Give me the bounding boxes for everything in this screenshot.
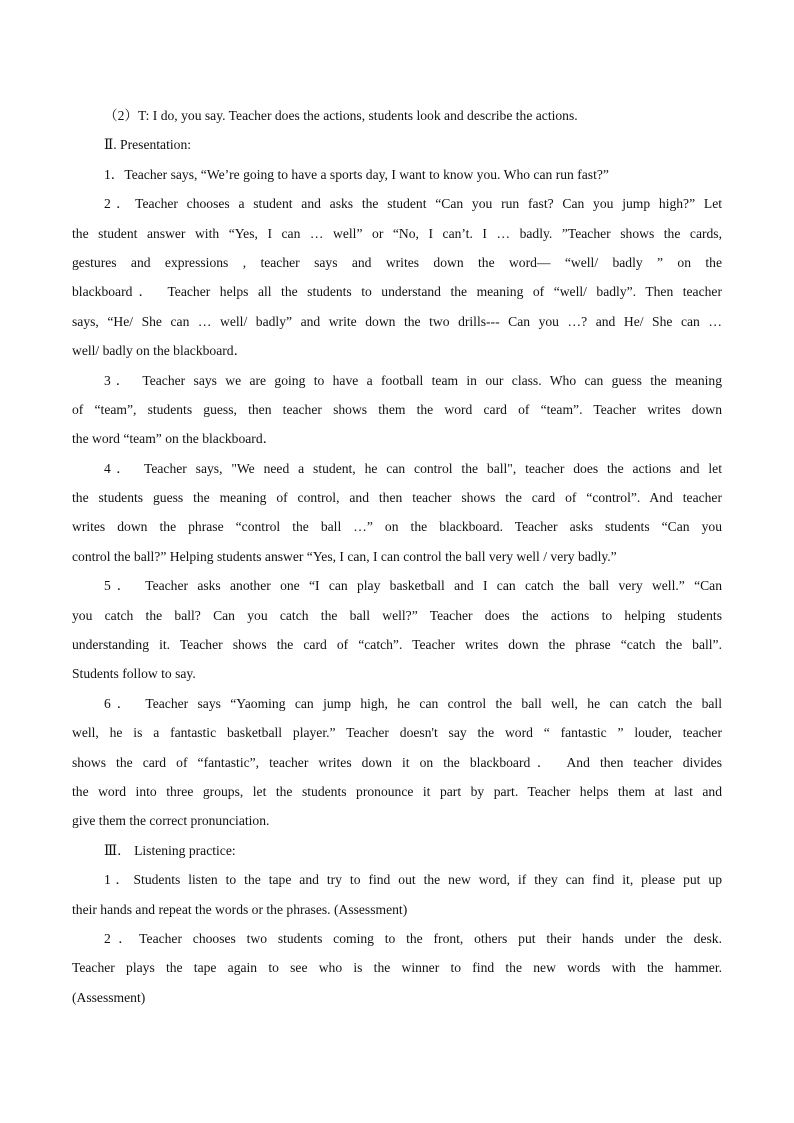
presentation-step-1: 1．Teacher says, “We’re going to have a sports day, I want to know you. Who can run fast?”	[104, 166, 609, 182]
presentation-step-2-line-3: gestures and expressions , teacher says and writes down the word— “well/ badly ” on the	[72, 254, 722, 270]
presentation-step-6-line-5: give them the correct pronunciation.	[72, 813, 270, 829]
presentation-step-4-line-1: 4． Teacher says, "We need a student, he can control the ball", teacher does the actions and let	[104, 460, 722, 476]
presentation-step-2-line-6: well/ badly on the blackboard．	[72, 343, 248, 359]
presentation-step-3-line-1: 3． Teacher says we are going to have a football team in our class. Who can guess the meaning	[104, 372, 722, 388]
presentation-step-5-line-3: understanding it. Teacher shows the card of “catch”. Teacher writes down the phrase “catch the ball”.	[72, 637, 722, 653]
presentation-step-2-line-1: 2．Teacher chooses a student and asks the student “Can you run fast? Can you jump high?” Let	[104, 196, 722, 212]
presentation-step-2-line-4: blackboard． Teacher helps all the students to understand the meaning of “well/ badly”. Then teacher	[72, 284, 722, 300]
listening-step-2-line-2: Teacher plays the tape again to see who is the winner to find the new words with the hammer.	[72, 960, 722, 976]
listening-step-1-line-1: 1．Students listen to the tape and try to find out the new word, if they can find it, please put up	[104, 872, 722, 888]
presentation-step-6-line-2: well, he is a fantastic basketball player.” Teacher doesn't say the word “ fantastic ” louder, teacher	[72, 725, 722, 741]
presentation-step-5-line-1: 5． Teacher asks another one “I can play basketball and I can catch the ball very well.” “Can	[104, 578, 722, 594]
presentation-step-4-line-3: writes down the phrase “control the ball …” on the blackboard. Teacher asks students “Can you	[72, 519, 722, 535]
presentation-step-6-line-1: 6． Teacher says “Yaoming can jump high, he can control the ball well, he can catch the ball	[104, 695, 722, 711]
presentation-step-6-line-4: the word into three groups, let the students pronounce it part by part. Teacher helps them at last and	[72, 783, 722, 799]
presentation-step-6-line-3: shows the card of “fantastic”, teacher writes down it on the blackboard． And then teacher divides	[72, 754, 722, 770]
presentation-step-2-line-2: the student answer with “Yes, I can … well” or “No, I can’t. I … badly. ”Teacher shows the cards,	[72, 225, 722, 241]
presentation-step-3-line-2: of “team”, students guess, then teacher shows them the word card of “team”. Teacher writes down	[72, 401, 722, 417]
section-heading-presentation: Ⅱ. Presentation:	[104, 137, 192, 153]
listening-step-2-line-3: (Assessment)	[72, 989, 146, 1005]
presentation-step-4-line-4: control the ball?” Helping students answer “Yes, I can, I can control the ball very well / very badly.”	[72, 548, 617, 564]
presentation-step-5-line-4: Students follow to say.	[72, 666, 196, 682]
presentation-step-3-line-3: the word “team” on the blackboard．	[72, 431, 277, 447]
presentation-step-4-line-2: the students guess the meaning of control, and then teacher shows the card of “control”. And teacher	[72, 490, 722, 506]
document-page	[72, 101, 722, 1012]
listening-step-1-line-2: their hands and repeat the words or the phrases. (Assessment)	[72, 901, 408, 917]
activity-2-line: （2）T: I do, you say. Teacher does the actions, students look and describe the actions.	[104, 108, 578, 123]
presentation-step-5-line-2: you catch the ball? Can you catch the ball well?” Teacher does the actions to helping students	[72, 607, 722, 623]
section-heading-listening: Ⅲ． Listening practice:	[104, 842, 236, 858]
presentation-step-2-line-5: says, “He/ She can … well/ badly” and write down the two drills--- Can you …? and He/ She can …	[72, 313, 722, 329]
listening-step-2-line-1: 2．Teacher chooses two students coming to the front, others put their hands under the desk.	[104, 930, 722, 946]
